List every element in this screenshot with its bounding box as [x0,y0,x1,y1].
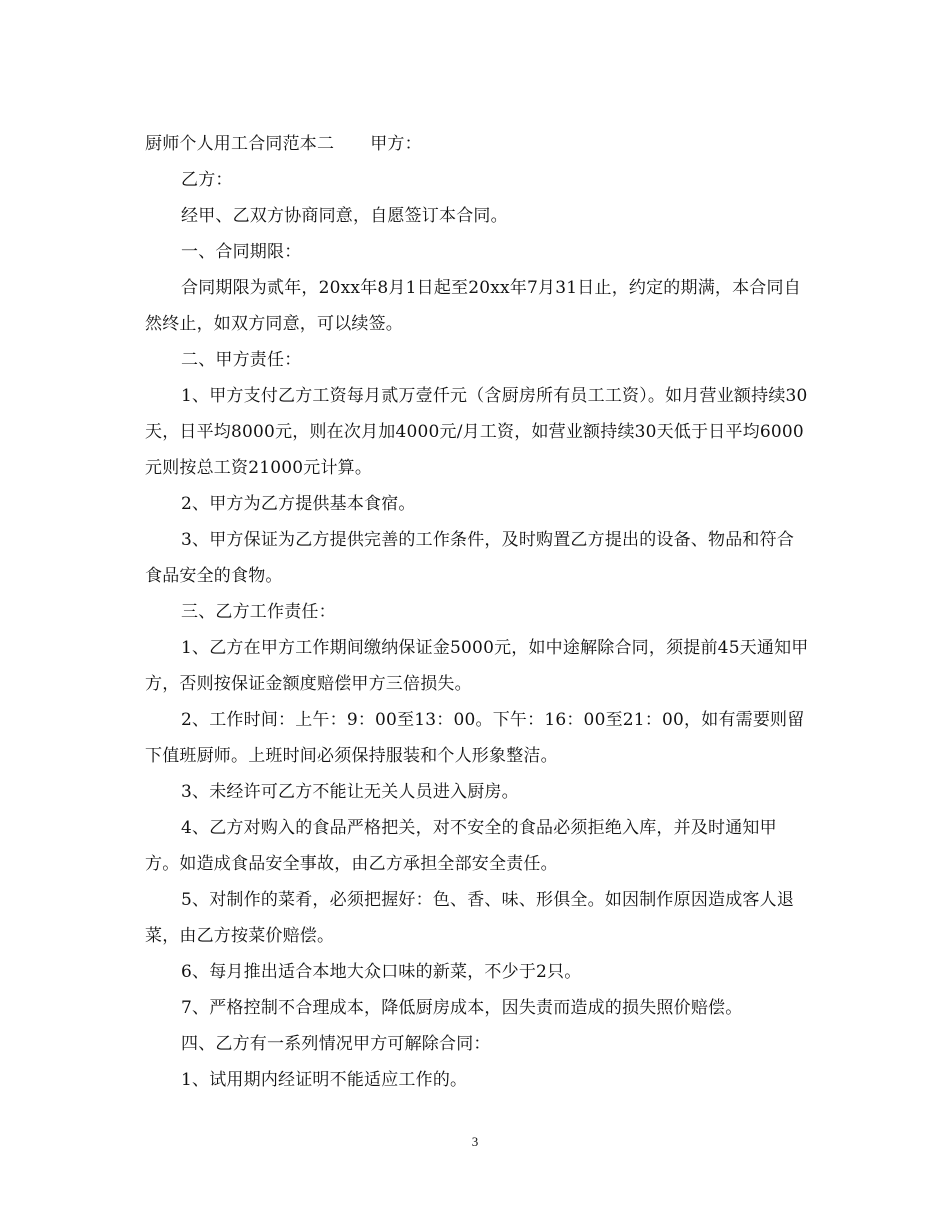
section-3-item-7: 7、严格控制不合理成本，降低厨房成本，因失责而造成的损失照价赔偿。 [181,998,743,1018]
intro-paragraph: 经甲、乙双方协商同意，自愿签订本合同。 [181,206,508,226]
title-line [145,126,810,162]
section-3-item-5: 5、对制作的菜肴，必须把握好：色、香、味、形俱全。如因制作原因造成客人退菜，由乙方按菜价赔偿。 [145,890,795,946]
section-3-item-4: 4、乙方对购入的食品严格把关，对不安全的食品必须拒绝入库，并及时通知甲方。如造成食品安全事故，由乙方承担全部安全责任。 [145,818,777,874]
document-body [145,126,810,1098]
section-3-item-6: 6、每月推出适合本地大众口味的新菜，不少于2只。 [181,962,582,982]
party-b-label: 乙方： [181,170,233,190]
section-2-item-3: 3、甲方保证为乙方提供完善的工作条件，及时购置乙方提出的设备、物品和符合食品安全的食物。 [145,530,795,586]
section-2-item-2: 2、甲方为乙方提供基本食宿。 [181,494,416,514]
page-number: 3 [471,1134,479,1149]
section-1-heading: 一、合同期限： [181,242,302,262]
section-4-item-1: 1、试用期内经证明不能适应工作的。 [181,1070,468,1090]
party-a-label: 甲方： [370,134,422,154]
section-1-body: 合同期限为贰年，20xx年8月1日起至20xx年7月31日止，约定的期满，本合同自然终止，如双方同意，可以续签。 [145,278,801,334]
section-3-item-3: 3、未经许可乙方不能让无关人员进入厨房。 [181,782,519,802]
section-3-item-2: 2、工作时间：上午：9：00至13：00。下午：16：00至21：00，如有需要则留下值班厨师。上班时间必须保持服装和个人形象整洁。 [145,710,805,766]
contract-title: 厨师个人用工合同范本二 [145,134,335,154]
section-3-heading: 三、乙方工作责任： [181,602,336,622]
section-4-heading: 四、乙方有一系列情况甲方可解除合同： [181,1034,491,1054]
section-2-item-1: 1、甲方支付乙方工资每月贰万壹仟元（含厨房所有员工工资）。如月营业额持续30天，日平均8000元，则在次月加4000元/月工资，如营业额持续30天低于日平均6000元则按总工资21000元计算。 [145,386,808,478]
section-2-heading: 二、甲方责任： [181,350,302,370]
section-3-item-1: 1、乙方在甲方工作期间缴纳保证金5000元，如中途解除合同，须提前45天通知甲方，否则按保证金额度赔偿甲方三倍损失。 [145,638,809,694]
